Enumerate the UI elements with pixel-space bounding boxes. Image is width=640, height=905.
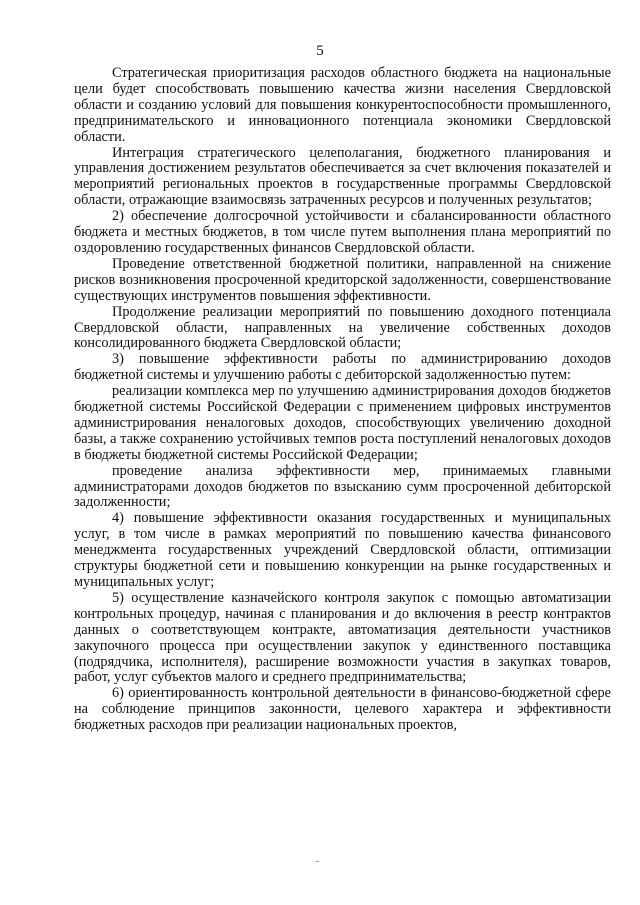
paragraph-strategic-integration: Интеграция стратегического целеполагания, бюджетного планирования и управления достижением результатов обеспечивается за счет включения показателей и мероприятий региональных проектов в государственные программы Свердловской области, отражающие взаимосвязь затраченных ресурсов и полученных результатов; <box>74 144 611 209</box>
document-body <box>74 66 611 734</box>
paragraph-revenue-potential: Продолжение реализации мероприятий по повышению доходного потенциала Свердловской области, направленных на увеличение собственных доходов консолидированного бюджета Свердловской области; <box>74 303 611 352</box>
paragraph-item-5-procurement-control: 5) осуществление казначейского контроля закупок с помощью автоматизации контрольных процедур, начиная с планирования и до включения в реестр контрактов данных о соответствующем контракте, автоматизация деятельности участников закупочного процесса при осуществлении закупок у единственного поставщика (подрядчика, исполнителя), расширение возможности участия в закупках товаров, работ, услуг субъектов малого и среднего предпринимательства; <box>74 589 611 686</box>
paragraph-item-4-services: 4) повышение эффективности оказания государственных и муниципальных услуг, в том числе в рамках мероприятий по повышению качества финансового менеджмента государственных учреждений Свердловской области, оптимизации структуры бюджетной сети и повышению конкуренции на рынке государственных и муниципальных услуг; <box>74 510 611 590</box>
page-number: 5 <box>316 43 324 59</box>
paragraph-responsible-policy: Проведение ответственной бюджетной политики, направленной на снижение рисков возникновения просроченной кредиторской задолженности, совершенствование существующих инструментов повышения эффективности. <box>74 255 611 304</box>
paragraph-item-2-sustainability: 2) обеспечение долгосрочной устойчивости и сбалансированности областного бюджета и местных бюджетов, в том числе путем выполнения плана мероприятий по оздоровлению государственных финансов Свердловской области. <box>74 208 611 256</box>
paragraph-receivables-analysis: проведение анализа эффективности мер, принимаемых главными администраторами доходов бюджетов по взысканию сумм просроченной дебиторской задолженности; <box>74 462 611 511</box>
scan-speck <box>316 861 319 862</box>
paragraph-digital-tools: реализации комплекса мер по улучшению администрирования доходов бюджетов бюджетной системы Российской Федерации с применением цифровых инструментов администрирования неналоговых доходов, способствующих увеличению доходной базы, а также сохранению устойчивых темпов роста поступлений неналоговых доходов в бюджеты бюджетной системы Российской Федерации; <box>74 383 611 463</box>
paragraph-item-6-control-activity: 6) ориентированность контрольной деятельности в финансово-бюджетной сфере на соблюдение принципов законности, целевого характера и эффективности бюджетных расходов при реализации национальных проектов, <box>74 685 611 734</box>
paragraph-item-3-revenue-administration: 3) повышение эффективности работы по администрированию доходов бюджетной системы и улучшению работы с дебиторской задолженностью путем: <box>74 351 611 384</box>
paragraph-budget-prioritization: Стратегическая приоритизация расходов областного бюджета на национальные цели будет способствовать повышению качества жизни населения Свердловской области и созданию условий для повышения конкурентоспособности промышленного, предпринимательского и инновационного потенциала экономики Свердловской области. <box>74 65 611 145</box>
